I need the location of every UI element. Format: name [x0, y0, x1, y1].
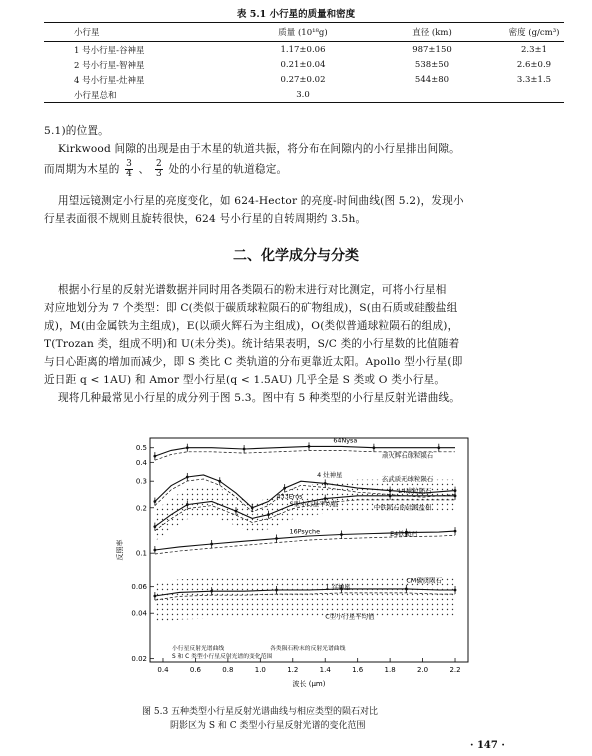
cell-diameter — [360, 87, 504, 103]
data-point — [389, 494, 392, 497]
x-axis-label: 波长 (μm) — [292, 680, 326, 688]
header-density: 密度 (g/cm³) — [504, 23, 564, 42]
text-line: 用望远镜测定小行星的亮度变化，如 624-Hector 的亮度-时间曲线(图 5.2)，发现小 — [58, 195, 464, 207]
text-line: 近日距 q < 1AU) 和 Amor 型小行星(q < 1.5AU) 几乎全是 S 类或 O 类小行星。 — [44, 374, 446, 386]
reflectance-spectra-chart — [110, 432, 482, 702]
data-point — [186, 503, 189, 506]
x-tick-label: 1.0 — [254, 666, 266, 674]
cell-density: 3.3±1.5 — [516, 74, 552, 85]
data-point — [275, 537, 278, 540]
text-line: 对应地划分为 7 个类型：即 C(类似于碳质球粒陨石的矿物组成)，S(由石质或硅酸盐组 — [44, 302, 458, 314]
table-caption: 表 5.1 小行星的质量和密度 — [236, 9, 356, 20]
fraction-numerator: 3 — [126, 159, 133, 169]
legend-item: 各类陨石粉末的反射光谱曲线 — [270, 646, 346, 652]
chart-legend — [172, 644, 346, 660]
fraction-denominator: 4 — [126, 169, 133, 179]
cell-mass: 1.17±0.06 — [280, 44, 326, 55]
x-tick-label: 2.2 — [449, 666, 461, 674]
plot-frame — [150, 438, 468, 662]
cell-name: 小行星总和 — [44, 87, 246, 103]
fraction-2-3 — [155, 160, 163, 179]
table-row — [44, 87, 564, 103]
cell-name: 4 号小行星-灶神星 — [74, 75, 145, 86]
data-point — [153, 549, 156, 552]
legend-item: S 和 C 类型小行星反射光谱的变化范围 — [172, 654, 273, 660]
cell-name: 2 号小行星-智神星 — [74, 60, 145, 71]
cell-name: 1 号小行星-谷神星 — [74, 45, 145, 56]
text-line: 行星表面很不规则且旋转很快，624 号小行星的自转周期约 3.5h。 — [44, 213, 367, 225]
y-tick-label: 0.4 — [135, 458, 147, 467]
data-point — [454, 530, 457, 533]
figure-caption-line: 图 5.3 五种类型小行星反射光谱曲线与相应类型的陨石对比 — [142, 707, 379, 717]
y-tick-label: 0.3 — [135, 477, 147, 486]
data-point — [405, 587, 408, 590]
data-point — [153, 525, 156, 528]
table-row — [44, 42, 564, 58]
x-tick-label: 1.2 — [287, 666, 299, 674]
data-point — [153, 500, 156, 503]
x-tick-label: 1.6 — [352, 666, 364, 674]
data-point — [267, 513, 270, 516]
text-line: Kirkwood 间隙的出现是由于木星的轨道共振，将分布在间隙内的小行星排出间隙。 — [58, 143, 460, 155]
curve-label: S型小行星平均值 — [289, 500, 339, 509]
x-tick-label: 2.0 — [417, 666, 429, 674]
curve-label: 16Psyche — [289, 527, 321, 536]
cell-diameter: 544±80 — [414, 74, 450, 85]
fraction-3-4 — [125, 160, 133, 179]
data-point — [235, 510, 238, 513]
data-point — [437, 446, 440, 449]
cell-mass: 0.21±0.04 — [280, 59, 326, 70]
data-point — [454, 489, 457, 492]
cell-density: 2.6±0.9 — [516, 59, 552, 70]
curve-label: 顽火辉石球粒陨石 — [382, 451, 434, 460]
cell-diameter: 538±50 — [414, 59, 450, 70]
data-point — [210, 543, 213, 546]
asteroid-mass-density-table — [44, 22, 564, 103]
data-point — [275, 589, 278, 592]
data-point — [454, 494, 457, 497]
text-line: 根据小行星的反射光谱数据并同时用各类陨石的粉末进行对比测定，可将小行星相 — [58, 284, 447, 296]
table-row — [44, 57, 564, 72]
table-header-row — [44, 23, 564, 42]
text-line: T(Trozan 类，组成不明)和 U(未分类)。统计结果表明，S/C 类的小行星数的比值随着 — [44, 338, 460, 350]
data-point — [243, 448, 246, 451]
curve-label: CM碳质陨石 — [406, 576, 442, 585]
curve-label: 1 谷神星 — [325, 582, 351, 591]
curve-label: E4铁陨石 — [390, 529, 418, 538]
page-number: · 147 · — [470, 740, 505, 751]
data-point — [372, 446, 375, 449]
text-fragment: 而周期为木星的 — [44, 163, 120, 176]
text-line: 与日心距离的增加而减少，即 S 类比 C 类轨道的分布更靠近太阳。Apollo 型小行星(即 — [44, 356, 463, 368]
x-tick-label: 0.8 — [222, 666, 234, 674]
x-tick-label: 1.8 — [384, 666, 396, 674]
y-axis-label: 反照率 — [116, 539, 124, 561]
table-row — [44, 72, 564, 87]
y-tick-label: 0.1 — [135, 549, 147, 558]
header-diameter: 直径 (km) — [360, 23, 504, 42]
y-tick-label: 0.5 — [135, 444, 147, 453]
x-tick-label: 0.6 — [189, 666, 201, 674]
curve-label: L4球粒陨石 — [398, 487, 432, 496]
cell-diameter: 987±150 — [412, 44, 452, 55]
data-point — [340, 533, 343, 536]
text-fragment: 处的小行星的轨道稳定。 — [168, 163, 288, 176]
y-tick-label: 0.02 — [131, 655, 147, 664]
section-heading: 二、化学成分与分类 — [233, 248, 359, 264]
cell-density — [504, 87, 564, 103]
cell-density: 2.3±1 — [520, 44, 548, 55]
text-line-fraction — [44, 160, 287, 179]
curve-label: 433Eros — [276, 492, 303, 501]
x-tick-label: 1.4 — [319, 666, 331, 674]
curve-label: 玄武质无球粒陨石 — [382, 475, 434, 484]
data-point — [324, 482, 327, 485]
data-point — [454, 589, 457, 592]
x-tick-label: 0.4 — [157, 666, 169, 674]
header-mass: 质量 (10¹⁸g) — [246, 23, 360, 42]
data-point — [186, 476, 189, 479]
data-point — [218, 480, 221, 483]
y-tick-label: 0.06 — [131, 583, 147, 592]
text-line: 现将几种最常见小行星的成分列于图 5.3。图中有 5 种类型的小行星反射光谱曲线。 — [58, 392, 461, 404]
text-fragment: 、 — [138, 163, 150, 176]
cell-mass: 3.0 — [246, 87, 360, 103]
y-tick-label: 0.2 — [135, 504, 147, 513]
data-point — [186, 446, 189, 449]
curve-label: C型小行星平均值 — [325, 612, 375, 621]
text-line: 5.1)的位置。 — [44, 125, 109, 137]
text-line: 成)，M(由金属铁为主组成)，E(以顽火辉石为主组成)，O(类似普通球粒陨石的组成)， — [44, 320, 459, 332]
curve-label: 中铁陨石的硅酸盐相 — [373, 503, 432, 512]
data-point — [153, 595, 156, 598]
data-point — [389, 489, 392, 492]
data-point — [153, 455, 156, 458]
curve-label: 64Nysa — [333, 436, 358, 445]
data-point — [308, 445, 311, 448]
y-tick-label: 0.04 — [131, 609, 147, 618]
data-point — [251, 506, 254, 509]
cell-mass: 0.27±0.02 — [280, 74, 326, 85]
fraction-denominator: 3 — [156, 169, 162, 179]
data-point — [283, 487, 286, 490]
curve-label: 4 灶神星 — [317, 470, 343, 479]
legend-item: 小行星反射光谱曲线 — [172, 646, 225, 652]
fraction-numerator: 2 — [156, 159, 162, 169]
header-asteroid: 小行星 — [44, 23, 246, 42]
data-point — [210, 590, 213, 593]
figure-caption-line: 阴影区为 S 和 C 类型小行星反射光谱的变化范围 — [170, 721, 366, 731]
